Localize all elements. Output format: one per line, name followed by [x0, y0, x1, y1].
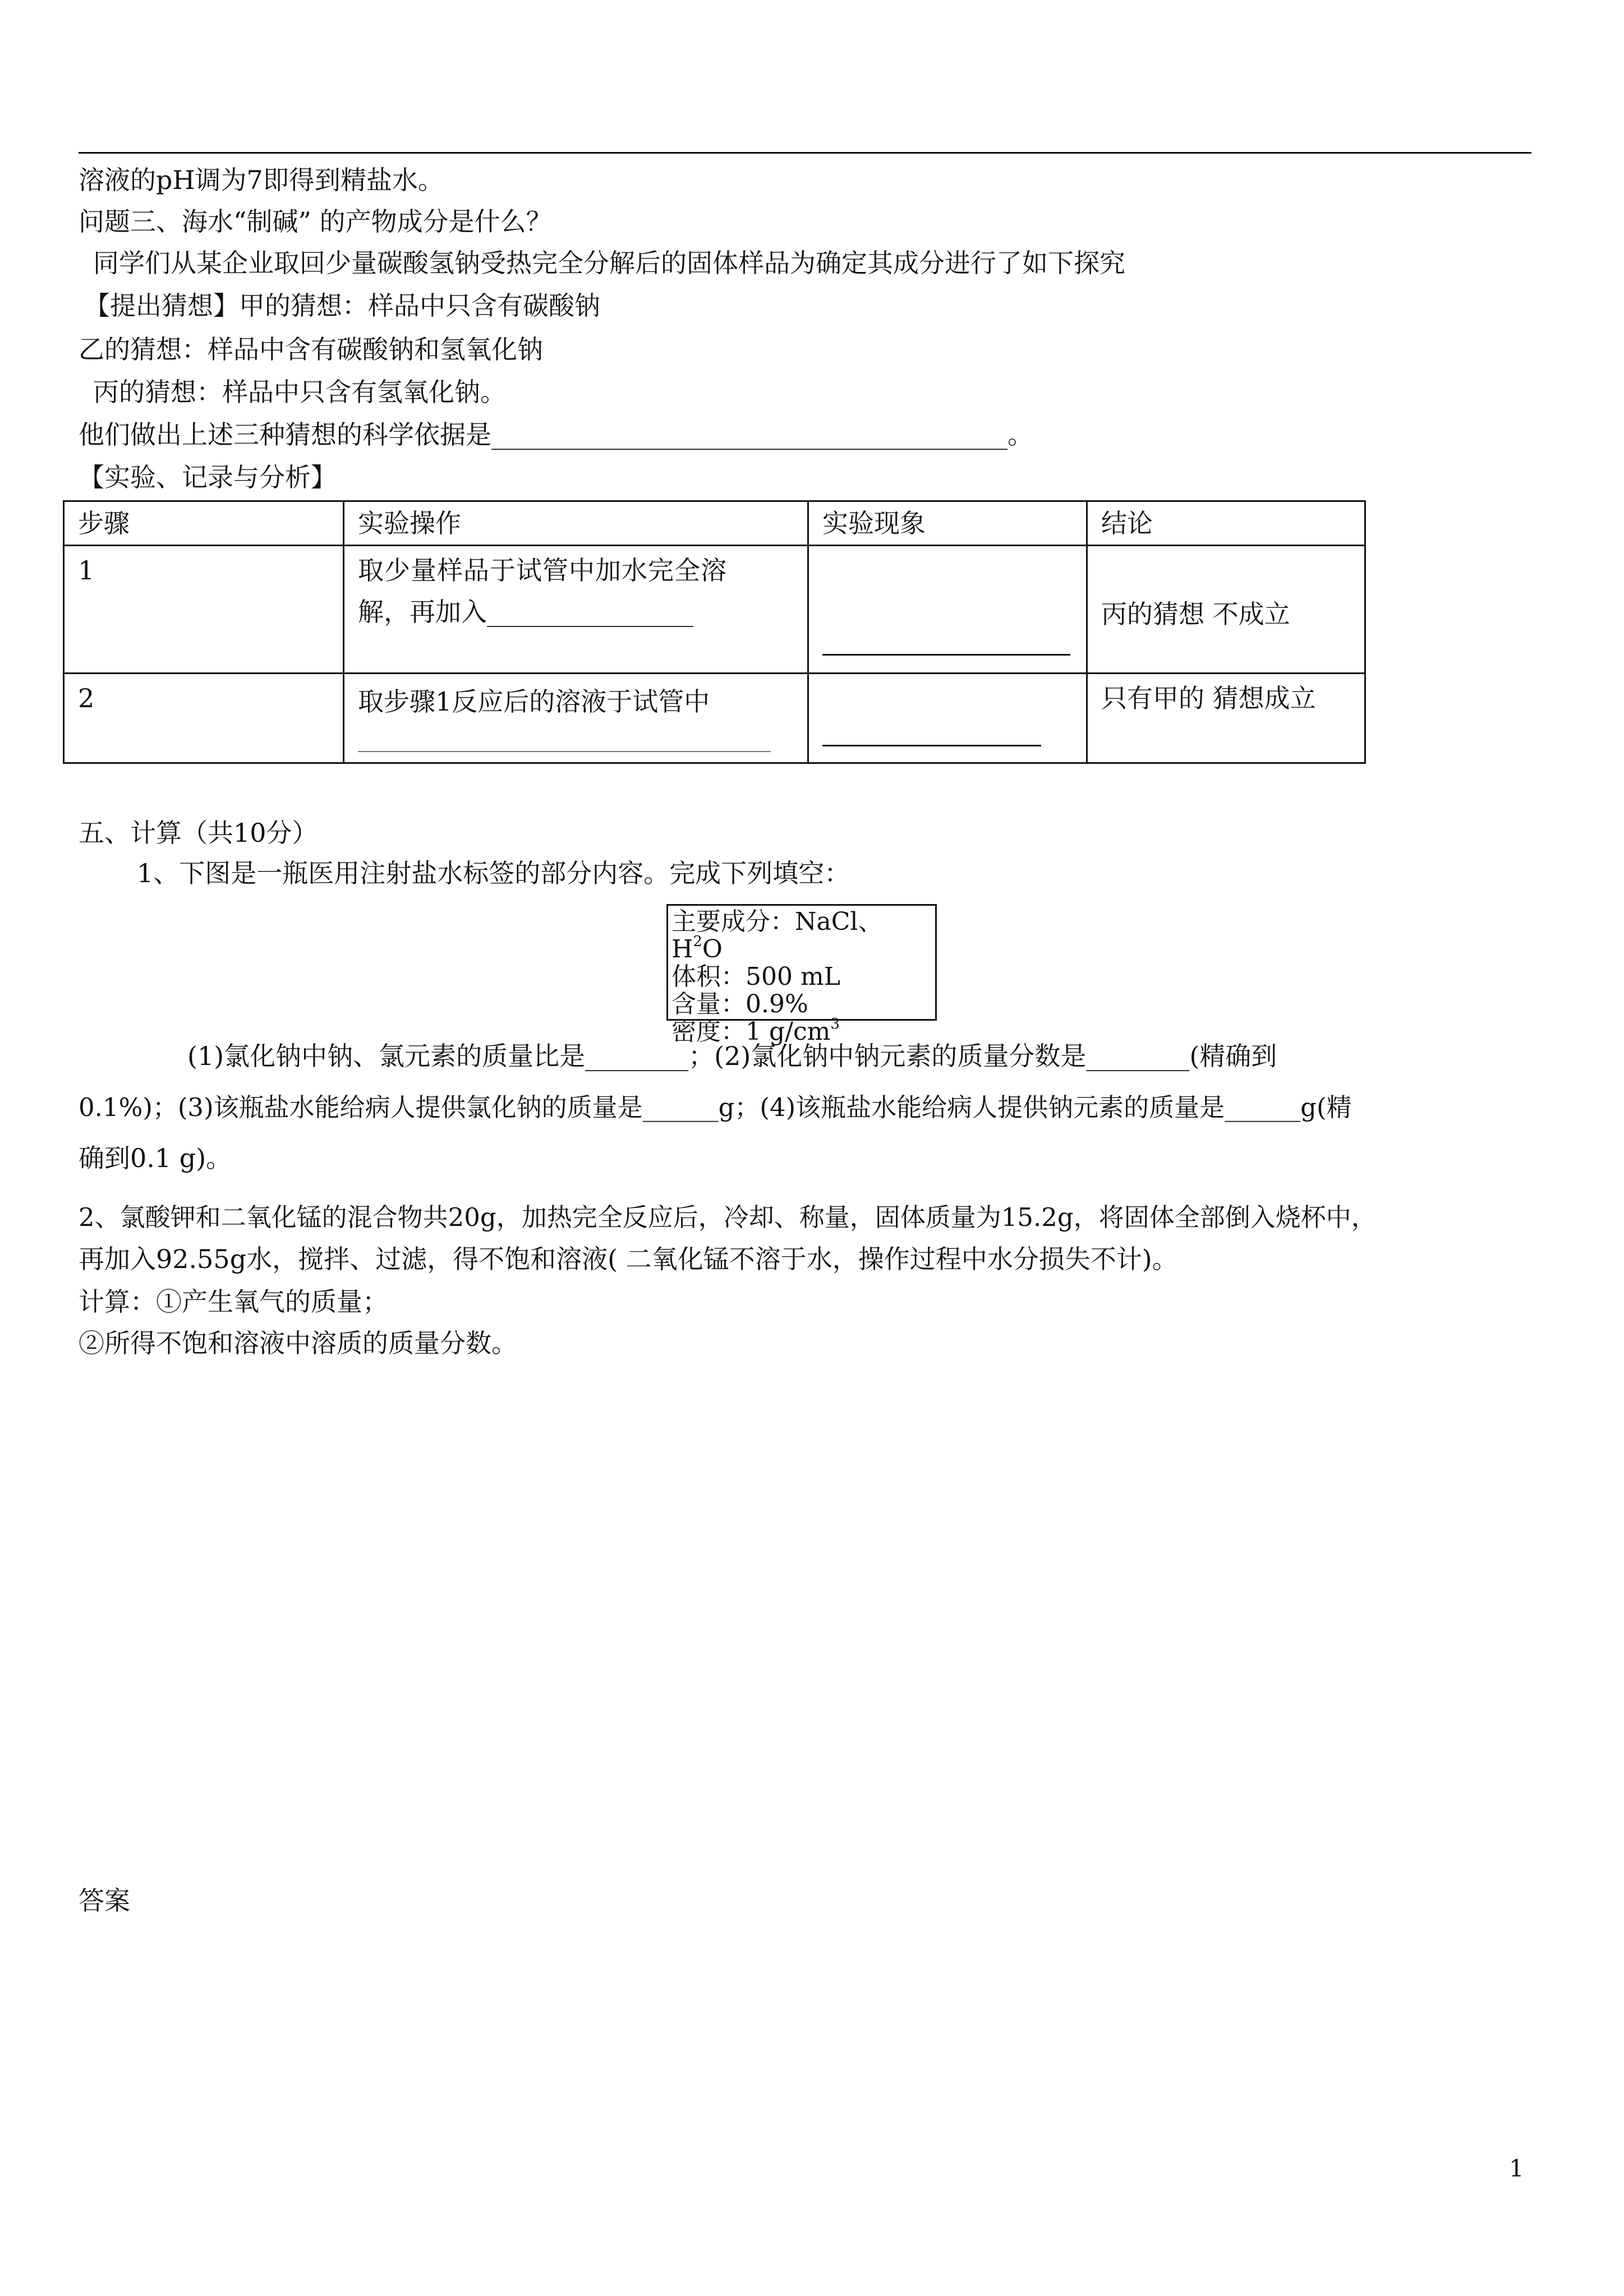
- text-line: 同学们从某企业取回少量碳酸氢钠受热完全分解后的固体样品为确定其成分进行了如下探究: [93, 248, 1125, 278]
- question-two-calc: ②所得不饱和溶液中溶质的质量分数。: [79, 1328, 517, 1358]
- fill-blank-line: [822, 745, 1041, 746]
- fill-blank[interactable]: ________________________________: [358, 722, 771, 752]
- label-line: 体积：500 mL: [671, 962, 840, 991]
- question-two-text: 2、氯酸钾和二氧化锰的混合物共20g，加热完全反应后，冷却、称量，固体质量为15.2g，将固体全部倒入烧杯中，: [79, 1202, 1377, 1232]
- header-rule: [79, 152, 1531, 154]
- hypothesis-a: 【提出猜想】甲的猜想：样品中只含有碳酸钠: [84, 291, 600, 321]
- operation-text: 取步骤1反应后的溶液于试管中: [358, 686, 710, 717]
- scientific-basis-line: [79, 419, 1033, 450]
- label-text: 密度：1 g/cm: [671, 1017, 831, 1046]
- conclusion-cell: [1087, 546, 1365, 674]
- question-three-heading: 问题三、海水“制碱” 的产物成分是什么？: [79, 206, 552, 237]
- question-one-part: (1)氯化钠中钠、氯元素的质量比是________；(2)氯化钠中钠元素的质量分数是________(精确到: [187, 1041, 1277, 1071]
- table-row: [64, 546, 1365, 674]
- question-two-text: 再加入92.55g水，搅拌、过滤，得不饱和溶液( 二氧化锰不溶于水，操作过程中水分损失不计)。: [79, 1244, 1178, 1274]
- phenomenon-cell[interactable]: [808, 674, 1087, 763]
- label-superscript: 2: [693, 933, 702, 951]
- conclusion-text: 丙的猜想 不成立: [1101, 599, 1290, 629]
- header-operation: 实验操作: [344, 501, 808, 546]
- page-number: 1: [1509, 2155, 1524, 2182]
- step-cell: 2: [64, 674, 344, 763]
- text-line: 溶液的pH调为7即得到精盐水。: [79, 165, 444, 195]
- text-prefix: 他们做出上述三种猜想的科学依据是: [79, 419, 491, 450]
- table-header-row: [64, 501, 1365, 546]
- operation-text-part: 解，再加入: [358, 597, 487, 627]
- table-row: [64, 674, 1365, 763]
- hypothesis-c: 丙的猜想：样品中只含有氢氧化钠。: [93, 377, 506, 407]
- fill-blank[interactable]: ________________________________________: [491, 419, 1007, 450]
- header-step: 步骤: [64, 501, 344, 546]
- experiment-table: [63, 500, 1366, 764]
- phenomenon-cell[interactable]: [808, 546, 1087, 674]
- step-cell: 1: [64, 546, 344, 674]
- question-two-calc: 计算：①产生氧气的质量；: [79, 1287, 388, 1317]
- question-one-part: 0.1%)；(3)该瓶盐水能给病人提供氯化钠的质量是______g；(4)该瓶盐水能给病人提供钠元素的质量是______g(精: [79, 1092, 1352, 1122]
- conclusion-cell: 只有甲的 猜想成立: [1087, 674, 1365, 763]
- answer-heading: 答案: [79, 1885, 130, 1916]
- operation-cell: [344, 674, 808, 763]
- label-line: [671, 908, 932, 963]
- label-line: 含量：0.9%: [671, 990, 808, 1018]
- fill-blank[interactable]: ________________: [487, 597, 693, 627]
- section-five-title: 五、计算（共10分）: [79, 818, 318, 848]
- header-conclusion: 结论: [1087, 501, 1365, 546]
- label-text: 主要成分：NaCl、H: [671, 907, 883, 963]
- question-one-part: 确到0.1 g)。: [79, 1143, 232, 1173]
- operation-text: 取少量样品于试管中加水完全溶: [358, 555, 727, 585]
- operation-text-2: [358, 591, 794, 633]
- experiment-heading: 【实验、记录与分析】: [79, 462, 337, 492]
- operation-cell: [344, 546, 808, 674]
- label-superscript: 3: [830, 1016, 840, 1033]
- hypothesis-b: 乙的猜想：样品中含有碳酸钠和氢氧化钠: [79, 334, 543, 365]
- label-text: O: [702, 935, 723, 963]
- header-phenomenon: 实验现象: [808, 501, 1087, 546]
- question-one-intro: 1、下图是一瓶医用注射盐水标签的部分内容。完成下列填空：: [137, 858, 850, 888]
- text-suffix: 。: [1007, 419, 1033, 450]
- saline-label-box: [666, 904, 937, 1046]
- fill-blank-line: [822, 654, 1070, 656]
